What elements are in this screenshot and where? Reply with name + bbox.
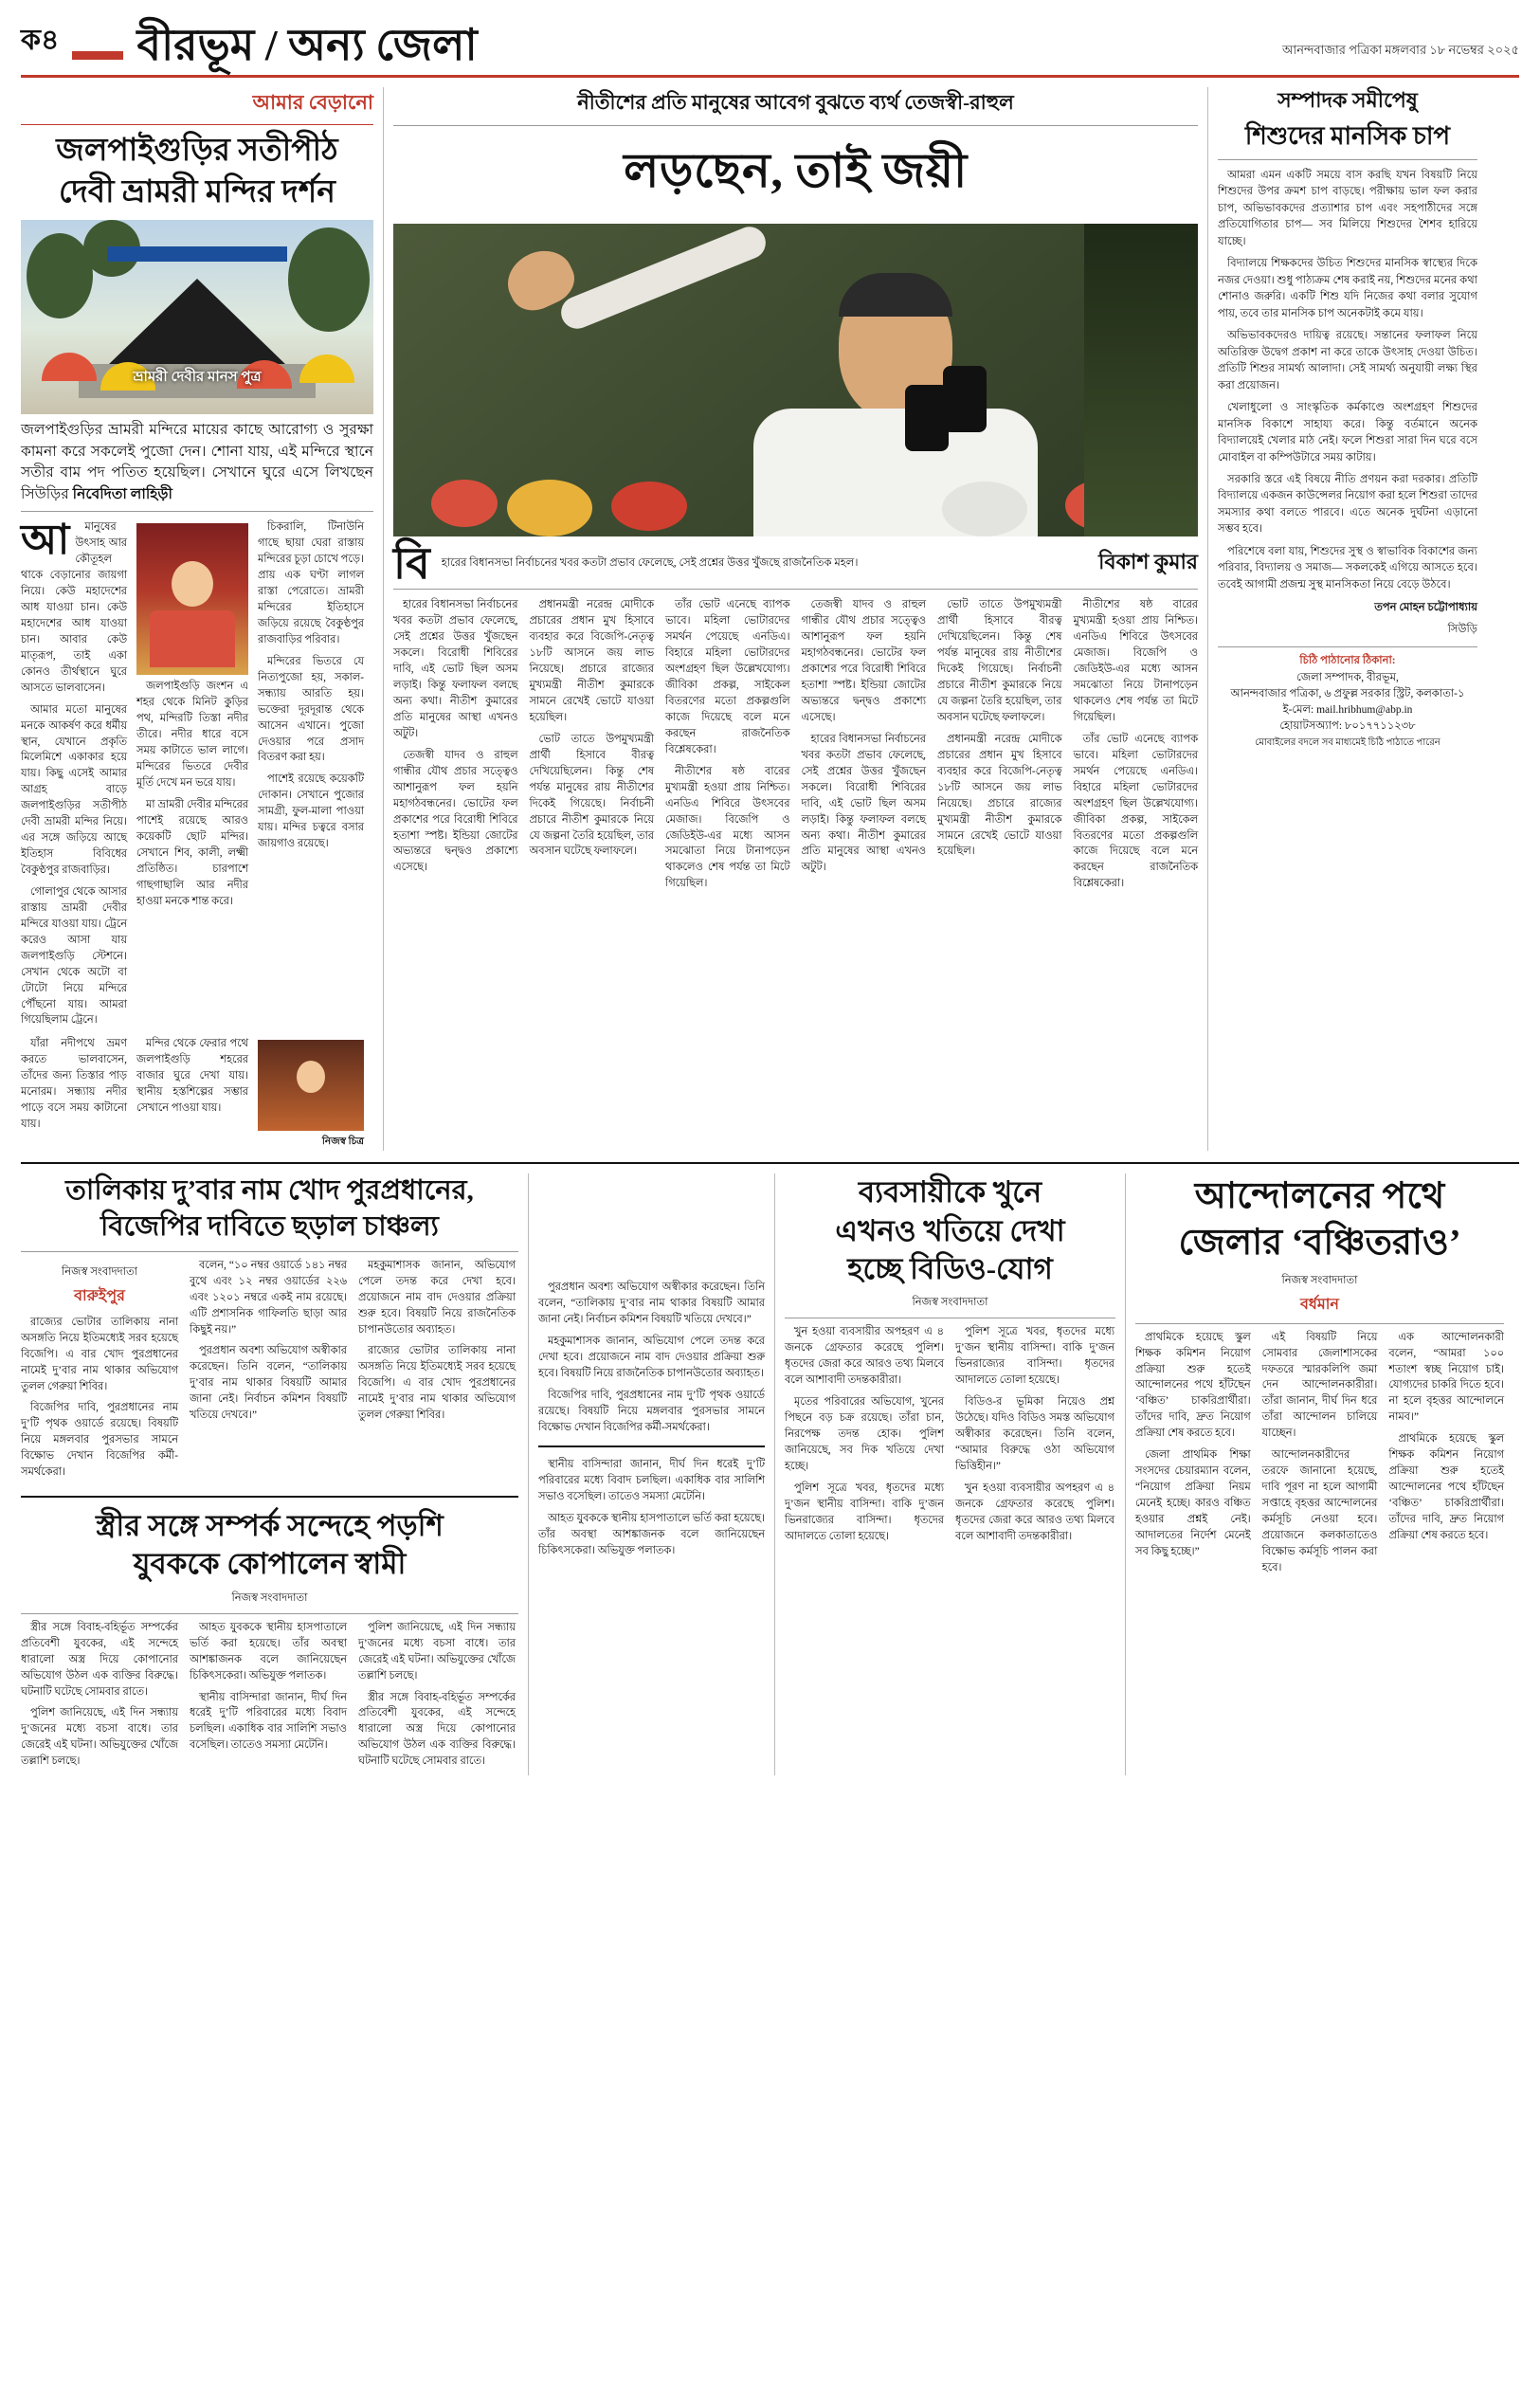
story-1-extra-column bbox=[528, 1173, 765, 1775]
story3-col2: পুলিশ সূত্রে খবর, ধৃতদের মধ্যে দু’জন স্থানীয় বাসিন্দা। বাকি দু’জন ভিনরাজ্যের বাসিন্দা। ধৃতদের আদালতে তোলা হয়েছে। বিডিও-র ভূমিকা নিয়েও প্রশ্ন উঠেছে। যদিও বিডিও সমস্ত অভিযোগ অস্বীকার করেছেন। তিনি বলেন, “আমার বিরুদ্ধে ওঠা অভিযোগ ভিত্তিহীন।” খুন হওয়া ব্যবসায়ীর অপহরণ এ ৪ জনকে গ্রেফতার করেছে পুলিশ। ধৃতদের জেরা করে আরও তথ্য মিলবে বলে আশাবাদী তদন্তকারীরা। bbox=[955, 1326, 1114, 1542]
story2-col4: স্থানীয় বাসিন্দারা জানান, দীর্ঘ দিন ধরেই দু’টি পরিবারের মধ্যে বিবাদ চলছিল। একাধিক বার সালিশি সভাও বসেছিল। তাতেও সমস্যা মেটেনি। আহত যুবককে স্থানীয় হাসপাতালে ভর্তি করা হয়েছে। তাঁর অবস্থা আশঙ্কাজনক বলে জানিয়েছেন চিকিৎসকেরা। অভিযুক্ত পলাতক। bbox=[538, 1458, 765, 1556]
story-1-and-2: তালিকায় দু’বার নাম খোদ পুরপ্রধানের, বিজেপির দাবিতে ছড়াল চাঞ্চল্য নিজস্ব সংবাদদাতা বারুইপুর রাজ্যের ভোটার তালিকায় নানা অসঙ্গতি নিয়ে ইতিমধ্যেই সরব হয়েছে বিজেপি। এ বার খোদ পুরপ্রধানের নামেই দু’বার নাম থাকার অভিযোগ তুলল গেরুয়া শিবির। বিজেপির দাবি, পুরপ্রধানের নাম দু’টি পৃথক ওয়ার্ডে রয়েছে। বিষয়টি নিয়ে মঙ্গলবার পুরসভার সামনে বিক্ষোভ দেখান বিজেপির কর্মী-সমর্থকেরা। বলেন, “১০ নম্বর ওয়ার্ডে ১৪১ নম্বর বুথে এবং ১২ নম্বর ওয়ার্ডের ২২৬ এবং ১২০১ নম্বরে একই নাম রয়েছে। এটি প্রশাসনিক গাফিলতি ছাড়া আর কিছুই নয়।” পুরপ্রধান অবশ্য অভিযোগ অস্বীকার করেছেন। তিনি বলেন, “তালিকায় দু’বার নাম থাকার বিষয়টি আমার জানা নেই। নির্বাচন কমিশন বিষয়টি খতিয়ে দেখবে।” মহকুমাশাসক জানান, অভিযোগ পেলে তদন্ত করে দেখা হবে। প্রয়োজনে নাম বাদ দেওয়ার প্রক্রিয়া শুরু হবে। বিষয়টি নিয়ে রাজনৈতিক চাপানউতোর অব্যাহত। রাজ্যের ভোটার তালিকায় নানা অসঙ্গতি নিয়ে ইতিমধ্যেই সরব হয়েছে বিজেপি। এ বার খোদ পুরপ্রধানের নামেই দু’বার নাম থাকার অভিযোগ তুলল গেরুয়া শিবির। স্ত্রীর সঙ্গে সম্পর্ক সন্দেহে পড়শি যুবককে কোপালেন স্বামী নিজস্ব সংবাদদাতা স্ত্রীর সঙ্গে বিবাহ-বহির্ভূত সম্পর্কের প্রতিবেশী যুবকের, এই সন্দেহে ধারালো অস্ত্র দিয়ে কোপানোর অভিযোগ উঠল এক ব্যক্তির বিরুদ্ধে। ঘটনাটি ঘটেছে সোমবার রাতে। পুলিশ জানিয়েছে, এই দিন সন্ধ্যায় দু’জনের মধ্যে বচসা বাধে। তার জেরেই এই ঘটনা। অভিযুক্তের খোঁজে তল্লাশি চলছে। আহত যুবককে স্থানীয় হাসপাতালে ভর্তি করা হয়েছে। তাঁর অবস্থা আশঙ্কাজনক বলে জানিয়েছেন চিকিৎসকেরা। অভিযুক্ত পলাতক। স্থানীয় বাসিন্দারা জানান, দীর্ঘ দিন ধরেই দু’টি পরিবারের মধ্যে বিবাদ চলছিল। একাধিক বার সালিশি সভাও বসেছিল। তাতেও সমস্যা মেটেনি। পুলিশ জানিয়েছে, এই দিন সন্ধ্যায় দু’জনের মধ্যে বচসা বাধে। তার জেরেই এই ঘটনা। অভিযুক্তের খোঁজে তল্লাশি চলছে। স্ত্রীর সঙ্গে বিবাহ-বহির্ভূত সম্পর্কের প্রতিবেশী যুবকের, এই সন্দেহে ধারালো অস্ত্র দিয়ে কোপানোর অভিযোগ উঠল এক ব্যক্তির বিরুদ্ধে। ঘটনাটি ঘটেছে সোমবার রাতে। bbox=[21, 1173, 518, 1775]
travel-bottom-photo-col bbox=[258, 1036, 364, 1151]
lead-intro: হারের বিধানসভা নির্বাচনের খবর কতটা প্রভাব ফেলেছে, সেই প্রশ্নের উত্তর খুঁজছে রাজনৈতিক মহল। bbox=[441, 557, 859, 570]
travel-body-col3: চিকরালি, টিনাউনি গাছে ছায়া ঘেরা রাস্তায় মন্দিরের চূড়া চোখে পড়ে। প্রায় এক ঘণ্টা লাগল রাস্তা পেরোতে। ভ্রামরী মন্দিরের ইতিহাসে জড়িয়ে রয়েছে বৈকুণ্ঠপুর রাজবাড়ির পরিবার। মন্দিরের ভিতরে যে নিত্যপুজো হয়, সকাল-সন্ধ্যায় আরতি হয়। ভক্তেরা দূরদূরান্ত থেকে আসেন এখানে। পুজো দেওয়ার পরে প্রসাদ বিতরণ করা হয়। পাশেই রয়েছে কয়েকটি দোকান। সেখানে পুজোর সামগ্রী, ফুল-মালা পাওয়া যায়। মন্দির চত্বরে বসার জায়গাও রয়েছে। bbox=[258, 521, 364, 850]
editorial-subtitle: শিশুদের মানসিক চাপ bbox=[1218, 121, 1477, 161]
story-3 bbox=[774, 1173, 1115, 1775]
story3-byline: নিজস্ব সংবাদদাতা bbox=[912, 1297, 988, 1309]
travel-article bbox=[21, 87, 373, 1151]
story2-headline-line2: যুবককে কোপালেন স্বামী bbox=[133, 1547, 407, 1581]
editorial-contact-box bbox=[1218, 646, 1477, 749]
editorial-column bbox=[1207, 87, 1477, 1151]
story1-headline-line2: বিজেপির দাবিতে ছড়াল চাঞ্চল্য bbox=[100, 1211, 439, 1243]
travel-dropcap: আ bbox=[21, 517, 70, 564]
travel-body-col5: মন্দির থেকে ফেরার পথে জলপাইগুড়ি শহরের বাজার ঘুরে দেখা যায়। স্থানীয় হস্তশিল্পের সম্ভার সেখানে পাওয়া যায়। bbox=[136, 1038, 248, 1115]
contact-line-2: আনন্দবাজার পত্রিকা, ৬ প্রফুল্ল সরকার স্ট্রিট, কলকাতা-১ bbox=[1230, 687, 1465, 700]
lead-headline: লড়ছেন, তাই জয়ী bbox=[624, 144, 968, 197]
contact-line-1: জেলা সম্পাদক, বীরভূম, bbox=[1296, 671, 1399, 683]
contact-note: মোবাইলের বদলে সব মাধ্যমেই চিঠি পাঠাতে পারেন bbox=[1255, 736, 1440, 748]
nitish-photo bbox=[393, 224, 1198, 536]
story2-col2: আহত যুবককে স্থানীয় হাসপাতালে ভর্তি করা হয়েছে। তাঁর অবস্থা আশঙ্কাজনক বলে জানিয়েছেন চিকিৎসকেরা। অভিযুক্ত পলাতক। স্থানীয় বাসিন্দারা জানান, দীর্ঘ দিন ধরেই দু’টি পরিবারের মধ্যে বিবাদ চলছিল। একাধিক বার সালিশি সভাও বসেছিল। তাতেও সমস্যা মেটেনি। bbox=[190, 1621, 347, 1752]
editorial-signature-place: সিউড়ি bbox=[1447, 624, 1477, 636]
story1-place: বারুইপুর bbox=[74, 1287, 125, 1304]
lead-col-2: প্রধানমন্ত্রী নরেন্দ্র মোদীকে প্রচারের প্রধান মুখ হিসাবে ব্যবহার করে বিজেপি-নেতৃত্ব ১৮টি আসনে জয় লাভ নিয়েছে। প্রচারে রাজ্যের মুখ্যমন্ত্রী নীতীশ কুমারকে সামনে রেখেই ভোটে যাওয়া হয়েছিল। ভোট তাতে উপমুখ্যমন্ত্রী প্রার্থী হিসাবে বীরত্ব দেখিয়েছিলেন। কিন্তু শেষ পর্যন্ত মানুষের রায় নীতীশের দিকেই গিয়েছে। নির্বাচনী প্রচারে নীতীশ কুমারকে নিয়ে যে জল্পনা তৈরি হয়েছিল, তার অবসান ঘটেছে ফলাফলে। bbox=[529, 599, 654, 858]
travel-photo-caption: জলপাইগুড়ির ভ্রামরী মন্দিরে মায়ের কাছে আরোগ্য ও সুরক্ষা কামনা করে সকলেই পুজো দেন। শোনা যায়, এই মন্দিরে স্থানে সতীর বাম পদ পতিত হয়েছিল। সেখানে ঘুরে এসে লিখছেন সিউড়ির নিবেদিতা লাহিড়ী bbox=[21, 420, 373, 512]
contact-whatsapp: হোয়াটসঅ্যাপ: ৮০১৭৭১১২৩৮ bbox=[1279, 720, 1416, 733]
story3-headline-line3: হচ্ছে বিডিও-যোগ bbox=[847, 1252, 1053, 1285]
paper-date-line: আনন্দবাজার পত্রিকা মঙ্গলবার ১৮ নভেম্বর ২০২৫ bbox=[1282, 43, 1519, 57]
top-area bbox=[21, 87, 1519, 1151]
red-accent-bar bbox=[72, 51, 123, 60]
story2-byline: নিজস্ব সংবাদদাতা bbox=[231, 1591, 308, 1604]
story1-byline: নিজস্ব সংবাদদাতা bbox=[62, 1265, 137, 1278]
editorial-body: আমরা এমন একটি সময়ে বাস করছি যখন বিষয়টি নিয়ে শিশুদের উপর ক্রমশ চাপ বাড়ছে। পরীক্ষায় ভাল ফল করার চাপ, অভিভাবকদের প্রত্যাশার চাপ এবং সহপাঠীদের সঙ্গে প্রতিযোগিতার চাপ— সব মিলিয়ে শিশুদের শৈশব হারিয়ে যাচ্ছে। বিদ্যালয়ে শিক্ষকদের উচিত শিশুদের মানসিক স্বাস্থ্যের দিকে নজর দেওয়া। শুধু পাঠ্যক্রম শেষ করাই নয়, শিশুদের মনের কথা শোনাও জরুরি। একটি শিশু যদি নিজের কথা বলার সুযোগ পায়, তবে তার মানসিক চাপ অনেকটাই কমে যায়। অভিভাবকদেরও দায়িত্ব রয়েছে। সন্তানের ফলাফল নিয়ে অতিরিক্ত উদ্বেগ প্রকাশ না করে তাকে উৎসাহ দেওয়া উচিত। প্রতিটি শিশুর সামর্থ্য আলাদা। সেই সামর্থ্য অনুযায়ী লক্ষ্য স্থির করা প্রয়োজন। খেলাধুলো ও সাংস্কৃতিক কর্মকাণ্ডে অংশগ্রহণ শিশুদের মানসিক বিকাশে সাহায্য করে। কিন্তু বর্তমানে অনেক বিদ্যালয়েই খেলার মাঠ নেই। ফলে শিশুরা সারা দিন ঘরে বসে মোবাইল বা কম্পিউটারে সময় কাটায়। সরকারি স্তরে এই বিষয়ে নীতি প্রণয়ন করা দরকার। প্রতিটি বিদ্যালয়ে একজন কাউন্সেলর নিয়োগ করা হলে শিশুরা তাদের সমস্যার কথা বলতে পারবে। এতে অনেক দুর্ঘটনা এড়ানো সম্ভব হবে। পরিশেষে বলা যায়, শিশুদের সুস্থ ও স্বাভাবিক বিকাশের জন্য পরিবার, বিদ্যালয় ও সমাজ— সকলকেই এগিয়ে আসতে হবে। তবেই আগামী প্রজন্ম সুস্থ মানসিকতা নিয়ে বেড়ে উঠবে। bbox=[1218, 170, 1477, 591]
story-4 bbox=[1125, 1173, 1504, 1775]
story4-col2: এই বিষয়টি নিয়ে সোমবার জেলাশাসকের দফতরে স্মারকলিপি জমা দেন আন্দোলনকারীরা। তাঁরা জানান, দীর্ঘ দিন ধরে তাঁরা আন্দোলন চালিয়ে যাচ্ছেন। আন্দোলনকারীদের তরফে জানানো হয়েছে, দাবি পূরণ না হলে আগামী সপ্তাহে বৃহত্তর আন্দোলনের কর্মসূচি নেওয়া হবে। প্রয়োজনে কলকাতাতেও বিক্ষোভ কর্মসূচি পালন করা হবে। bbox=[1261, 1331, 1378, 1573]
story3-headline-line1: ব্যবসায়ীকে খুনে bbox=[858, 1175, 1042, 1209]
lead-byline-row bbox=[393, 539, 1198, 590]
lower-section bbox=[21, 1162, 1519, 1775]
story1-headline-line1: তালিকায় দু’বার নাম খোদ পুরপ্রধানের, bbox=[65, 1175, 474, 1207]
travel-body-col1: আ মানুষের উৎসাহ আর কৌতূহল থাকে বেড়ানোর জায়গা নিয়ে। কেউ মহাদেশের আধ যাওয়া চান। কেউ মহাদেশের আধ যাওয়া চান। আবার কেউ মাতৃরূপ, তাই একা কোনও তীর্থস্থানে ঘুরে আসতে ভালবাসেন। আমার মতো মানুষের মনকে আকর্ষণ করে ধর্মীয় স্থান, যেখানে প্রকৃতি মিলেমিশে একাকার হয়ে যায়। কিছু এসেই আমার আগ্রহ বাড়ে জলপাইগুড়ির সতীপীঠ দেবী ভ্রামরী মন্দির নিয়ে। এর সঙ্গে জড়িয়ে আছে ইতিহাস বিবিধের বৈকুণ্ঠপুর রাজবাড়ির। গোলাপুর থেকে আসার রাস্তায় ভ্রামরী দেবীর মন্দিরে যাওয়া যায়। ট্রেনে করেও আসা যায় জলপাইগুড়ি স্টেশনে। সেখান থেকে অটো বা টোটো নিয়ে মন্দিরে পৌঁছনো যায়। আমরা গিয়েছিলাম ট্রেনে। bbox=[21, 517, 127, 1027]
lead-byline: বিকাশ কুমার bbox=[1098, 550, 1198, 574]
story2-headline-line1: স্ত্রীর সঙ্গে সম্পর্ক সন্দেহে পড়শি bbox=[96, 1509, 444, 1543]
lead-col-1: হারের বিধানসভা নির্বাচনের খবর কতটা প্রভাব ফেলেছে, সেই প্রশ্নের উত্তর খুঁজছেন সকলে। বিরোধী শিবিরের দাবি, এই ভোট ছিল অসম লড়াই। কিন্তু ফলাফল বলছে অন্য কথা। নীতীশ কুমারের প্রতি মানুষের আস্থা এখনও অটুট। তেজস্বী যাদব ও রাহুল গান্ধীর যৌথ প্রচার সত্ত্বেও আশানুরূপ ফল হয়নি মহাগঠবন্ধনের। ভোটের ফল প্রকাশের পরে বিরোধী শিবিরে হতাশা স্পষ্ট। ইন্ডিয়া জোটের অভ্যন্তরে দ্বন্দ্বও প্রকাশ্যে এসেছে। bbox=[393, 599, 518, 874]
editorial-signature-name: তপন মোহন চট্টোপাধ্যায় bbox=[1374, 602, 1477, 614]
editorial-title: সম্পাদক সমীপেষু bbox=[1277, 88, 1418, 112]
contact-email[interactable]: ই-মেল: mail.hribhum@abp.in bbox=[1282, 704, 1413, 716]
lead-col-6: নীতীশের ষষ্ঠ বারের মুখ্যমন্ত্রী হওয়া প্রায় নিশ্চিত। এনডিএ শিবিরে উৎসবের মেজাজ। বিজেপি ও জেডিইউ-এর মধ্যে আসন সমঝোতা নিয়ে টানাপড়েন থাকলেও শেষ পর্যন্ত তা মিটে গিয়েছিল। তাঁর ভোট এনেছে ব্যাপক ভাবে। মহিলা ভোটারদের সমর্থন পেয়েছে এনডিএ। বিহারে মহিলা ভোটারদের অংশগ্রহণ ছিল উল্লেখযোগ্য। জীবিকা প্রকল্প, সাইকেল বিতরণের মতো প্রকল্পগুলি কাজে দিয়েছে বলে মনে করছেন রাজনৈতিক বিশ্লেষকেরা। bbox=[1073, 599, 1198, 890]
story1-col3: মহকুমাশাসক জানান, অভিযোগ পেলে তদন্ত করে দেখা হবে। প্রয়োজনে নাম বাদ দেওয়ার প্রক্রিয়া শুরু হবে। বিষয়টি নিয়ে রাজনৈতিক চাপানউতোর অব্যাহত। রাজ্যের ভোটার তালিকায় নানা অসঙ্গতি নিয়ে ইতিমধ্যেই সরব হয়েছে বিজেপি। এ বার খোদ পুরপ্রধানের নামেই দু’বার নাম থাকার অভিযোগ তুলল গেরুয়া শিবির। bbox=[358, 1259, 516, 1422]
story2-col1: স্ত্রীর সঙ্গে বিবাহ-বহির্ভূত সম্পর্কের প্রতিবেশী যুবকের, এই সন্দেহে ধারালো অস্ত্র দিয়ে কোপানোর অভিযোগ উঠল এক ব্যক্তির বিরুদ্ধে। ঘটনাটি ঘটেছে সোমবার রাতে। পুলিশ জানিয়েছে, এই দিন সন্ধ্যায় দু’জনের মধ্যে বচসা বাধে। তার জেরেই এই ঘটনা। অভিযুক্তের খোঁজে তল্লাশি চলছে। bbox=[21, 1621, 178, 1768]
travel-kicker: আমার বেড়ানো bbox=[21, 87, 373, 125]
story4-headline-line2: জেলার ‘বঞ্চিতরাও’ bbox=[1178, 1223, 1461, 1264]
story2-col3: পুলিশ জানিয়েছে, এই দিন সন্ধ্যায় দু’জনের মধ্যে বচসা বাধে। তার জেরেই এই ঘটনা। অভিযুক্তের খোঁজে তল্লাশি চলছে। স্ত্রীর সঙ্গে বিবাহ-বহির্ভূত সম্পর্কের প্রতিবেশী যুবকের, এই সন্দেহে ধারালো অস্ত্র দিয়ে কোপানোর অভিযোগ উঠল এক ব্যক্তির বিরুদ্ধে। ঘটনাটি ঘটেছে সোমবার রাতে। bbox=[358, 1621, 516, 1768]
temple-photo bbox=[21, 220, 373, 414]
story1-col4: পুরপ্রধান অবশ্য অভিযোগ অস্বীকার করেছেন। তিনি বলেন, “তালিকায় দু’বার নাম থাকার বিষয়টি আমার জানা নেই। নির্বাচন কমিশন বিষয়টি খতিয়ে দেখবে।” মহকুমাশাসক জানান, অভিযোগ পেলে তদন্ত করে দেখা হবে। প্রয়োজনে নাম বাদ দেওয়ার প্রক্রিয়া শুরু হবে। বিষয়টি নিয়ে রাজনৈতিক চাপানউতোর অব্যাহত। বিজেপির দাবি, পুরপ্রধানের নাম দু’টি পৃথক ওয়ার্ডে রয়েছে। বিষয়টি নিয়ে মঙ্গলবার পুরসভার সামনে বিক্ষোভ দেখান বিজেপির কর্মী-সমর্থকেরা। bbox=[538, 1282, 765, 1433]
story4-place: বর্ধমান bbox=[1300, 1296, 1339, 1313]
story4-col3: এক আন্দোলনকারী বলেন, “আমরা ১০০ শতাংশ স্বচ্ছ নিয়োগ চাই। যোগ্যদের চাকরি দিতে হবে। না হলে বৃহত্তর আন্দোলনে নামব।” প্রাথমিকে হয়েছে স্কুল শিক্ষক কমিশন নিয়োগ প্রক্রিয়া শুরু হতেই আন্দোলনের পথে হাঁটছেন ‘বঞ্চিত’ চাকরিপ্রার্থীরা। তাঁদের দাবি, দ্রুত নিয়োগ প্রক্রিয়া শেষ করতে হবে। bbox=[1388, 1331, 1505, 1541]
lead-kicker: নীতীশের প্রতি মানুষের আবেগ বুঝতে ব্যর্থ তেজস্বী-রাহুল bbox=[393, 87, 1198, 126]
lead-dropcap: বি bbox=[393, 539, 430, 588]
idol-photo-secondary bbox=[258, 1040, 364, 1131]
lead-col-3: তাঁর ভোট এনেছে ব্যাপক ভাবে। মহিলা ভোটারদের সমর্থন পেয়েছে এনডিএ। বিহারে মহিলা ভোটারদের অংশগ্রহণ ছিল উল্লেখযোগ্য। জীবিকা প্রকল্প, সাইকেল বিতরণের মতো প্রকল্পগুলি কাজে দিয়েছে বলে মনে করছেন রাজনৈতিক বিশ্লেষকেরা। নীতীশের ষষ্ঠ বারের মুখ্যমন্ত্রী হওয়া প্রায় নিশ্চিত। এনডিএ শিবিরে উৎসবের মেজাজ। বিজেপি ও জেডিইউ-এর মধ্যে আসন সমঝোতা নিয়ে টানাপড়েন থাকলেও শেষ পর্যন্ত তা মিটে গিয়েছিল। bbox=[665, 599, 790, 890]
temple-banner bbox=[107, 246, 287, 262]
travel-author: নিবেদিতা লাহিড়ী bbox=[72, 485, 172, 502]
travel-photo-credit: নিজস্ব চিত্র bbox=[321, 1136, 364, 1148]
travel-headline-line1: জলপাইগুড়ির সতীপীঠ bbox=[56, 134, 338, 168]
masthead bbox=[21, 17, 1519, 78]
lead-story bbox=[383, 87, 1198, 1151]
story3-headline-line2: এখনও খতিয়ে দেখা bbox=[835, 1213, 1065, 1247]
travel-headline-line2: দেবী ভ্রামরী মন্দির দর্শন bbox=[59, 175, 335, 210]
section-title: বীরভূম / অন্য জেলা bbox=[136, 21, 478, 69]
story1-col2: বলেন, “১০ নম্বর ওয়ার্ডে ১৪১ নম্বর বুথে এবং ১২ নম্বর ওয়ার্ডের ২২৬ এবং ১২০১ নম্বরে একই নাম রয়েছে। এটি প্রশাসনিক গাফিলতি ছাড়া আর কিছুই নয়।” পুরপ্রধান অবশ্য অভিযোগ অস্বীকার করেছেন। তিনি বলেন, “তালিকায় দু’বার নাম থাকার বিষয়টি আমার জানা নেই। নির্বাচন কমিশন বিষয়টি খতিয়ে দেখবে।” bbox=[190, 1259, 347, 1422]
lead-col-5: ভোট তাতে উপমুখ্যমন্ত্রী প্রার্থী হিসাবে বীরত্ব দেখিয়েছিলেন। কিন্তু শেষ পর্যন্ত মানুষের রায় নীতীশের দিকেই গিয়েছে। নির্বাচনী প্রচারে নীতীশ কুমারকে নিয়ে যে জল্পনা তৈরি হয়েছিল, তার অবসান ঘটেছে ফলাফলে। প্রধানমন্ত্রী নরেন্দ্র মোদীকে প্রচারের প্রধান মুখ হিসাবে ব্যবহার করে বিজেপি-নেতৃত্ব ১৮টি আসনে জয় লাভ নিয়েছে। প্রচারে রাজ্যের মুখ্যমন্ত্রী নীতীশ কুমারকে সামনে রেখেই ভোটে যাওয়া হয়েছিল। bbox=[937, 599, 1062, 858]
travel-idol-photo-col: জলপাইগুড়ি জংশন এ শহর থেকে মিনিট কুড়ির পথ, মন্দিরটি তিস্তা নদীর তীরে। নদীর ধারে বসে সময় কাটাতে ভাল লাগে। মন্দিরের ভিতরে দেবীর মূর্তি দেখে মন ভরে যায়। মা ভ্রামরী দেবীর মন্দিরের পাশেই রয়েছে আরও কয়েকটি ছোট মন্দির। সেখানে শিব, কালী, লক্ষ্মী প্রতিষ্ঠিত। চারপাশে গাছগাছালি আর নদীর হাওয়া মনকে শান্ত করে। bbox=[136, 519, 248, 1034]
story4-col1: প্রাথমিকে হয়েছে স্কুল শিক্ষক কমিশন নিয়োগ প্রক্রিয়া শুরু হতেই আন্দোলনের পথে হাঁটছেন ‘বঞ্চিত’ চাকরিপ্রার্থীরা। তাঁদের দাবি, দ্রুত নিয়োগ প্রক্রিয়া শেষ করতে হবে। জেলা প্রাথমিক শিক্ষা সংসদের চেয়ারম্যান বলেন, “নিয়োগ প্রক্রিয়া নিয়ম মেনেই হচ্ছে। কারও বঞ্চিত হওয়ার প্রশ্নই নেই। আদালতের নির্দেশ মেনেই সব কিছু হচ্ছে।” bbox=[1135, 1331, 1251, 1557]
page-number: ক৪ bbox=[21, 25, 60, 56]
story4-headline-line1: আন্দোলনের পথে bbox=[1194, 1176, 1445, 1217]
story4-byline: নিজস্ব সংবাদদাতা bbox=[1281, 1274, 1358, 1286]
story3-col1: খুন হওয়া ব্যবসায়ীর অপহরণ এ ৪ জনকে গ্রেফতার করেছে পুলিশ। ধৃতদের জেরা করে আরও তথ্য মিলবে বলে আশাবাদী তদন্তকারীরা। মৃতের পরিবারের অভিযোগ, খুনের পিছনে বড় চক্র রয়েছে। তাঁরা চান, নিরপেক্ষ তদন্ত হোক। পুলিশ জানিয়েছে, সব দিক খতিয়ে দেখা হচ্ছে। পুলিশ সূত্রে খবর, ধৃতদের মধ্যে দু’জন স্থানীয় বাসিন্দা। বাকি দু’জন ভিনরাজ্যের বাসিন্দা। ধৃতদের আদালতে তোলা হয়েছে। bbox=[785, 1326, 944, 1542]
contact-heading: চিঠি পাঠানোর ঠিকানা: bbox=[1299, 655, 1396, 667]
temple-photo-overlay-text: ভ্রামরী দেবীর মানস পুত্র bbox=[133, 370, 262, 386]
idol-photo bbox=[136, 523, 248, 675]
travel-body-col4: যাঁরা নদীপথে ভ্রমণ করতে ভালবাসেন, তাঁদের জন্য তিস্তার পাড় মনোরম। সন্ধ্যায় নদীর পাড়ে বসে সময় কাটানো যায়। bbox=[21, 1038, 127, 1131]
lead-col-4: তেজস্বী যাদব ও রাহুল গান্ধীর যৌথ প্রচার সত্ত্বেও আশানুরূপ ফল হয়নি মহাগঠবন্ধনের। ভোটের ফল প্রকাশের পরে বিরোধী শিবিরে হতাশা স্পষ্ট। ইন্ডিয়া জোটের অভ্যন্তরে দ্বন্দ্বও প্রকাশ্যে এসেছে। হারের বিধানসভা নির্বাচনের খবর কতটা প্রভাব ফেলেছে, সেই প্রশ্নের উত্তর খুঁজছেন সকলে। বিরোধী শিবিরের দাবি, এই ভোট ছিল অসম লড়াই। কিন্তু ফলাফল বলছে অন্য কথা। নীতীশ কুমারের প্রতি মানুষের আস্থা এখনও অটুট। bbox=[801, 599, 926, 874]
